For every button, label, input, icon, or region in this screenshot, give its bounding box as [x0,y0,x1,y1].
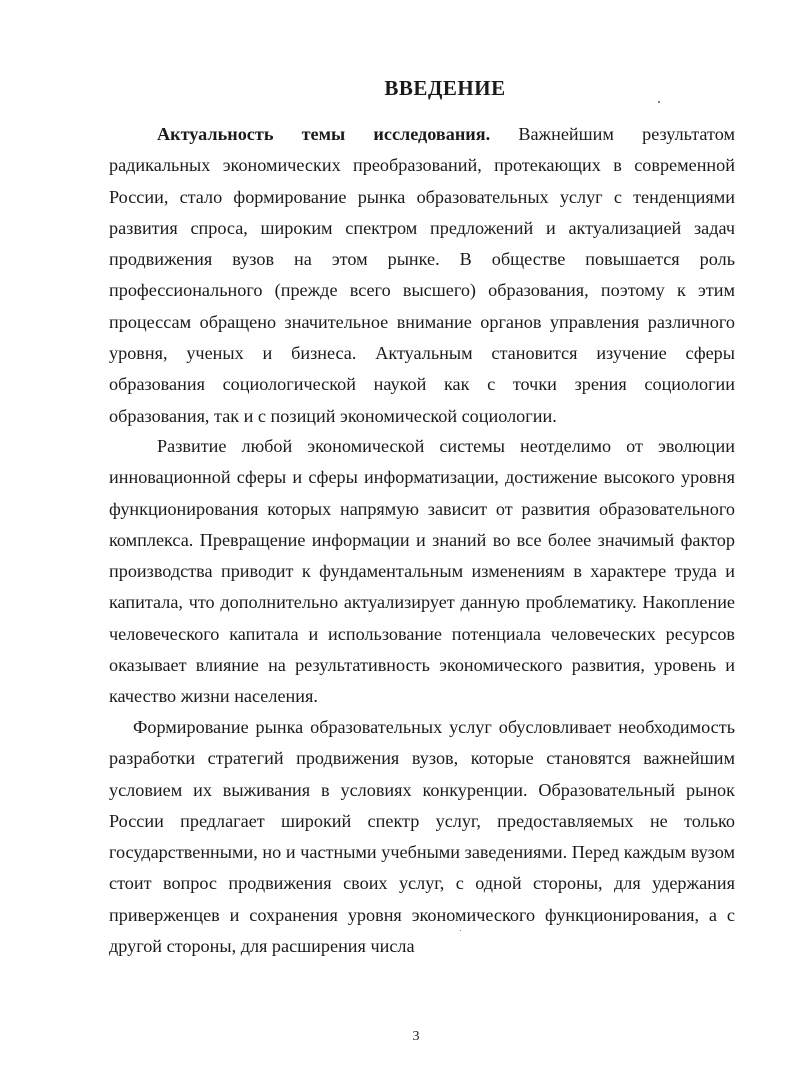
scan-speck [460,930,461,931]
page-number: 3 [412,1029,420,1044]
paragraph-text: Важнейшим результатом радикальных экономических преобразований, протекающих в современной России, стало формирование рынка образовательных услуг с тенденциями развития спроса, широким спектром предложений и актуализацией задач продвижения вузов на этом рынке. В обществе повышается роль профессионального (прежде всего высшего) образования, поэтому к этим процессам обращено значительное внимание органов управления различного уровня, ученых и бизнеса. Актуальным становится изучение сферы образования социологической наукой как с точки зрения социологии образования, так и с позиций экономической социологии. [109,124,735,426]
paragraph-market-formation: Формирование рынка образовательных услуг обусловливает необходимость разработки стратегий продвижения вузов, которые становятся важнейшим условием их выживания в условиях конкуренции. Образовательный рынок России предлагает широкий спектр услуг, предоставляемых не только государственными, но и частными учебными заведениями. Перед каждым вузом стоит вопрос продвижения своих услуг, с одной стороны, для удержания приверженцев и сохранения уровня экономического функционирования, а с другой стороны, для расширения числа [109,717,735,957]
page-title: ВВЕДЕНИЕ [384,76,506,100]
paragraph-relevance [109,119,735,432]
paragraph-economic-system: Развитие любой экономической системы неотделимо от эволюции инновационной сферы и сферы информатизации, достижение высокого уровня функционирования которых напрямую зависит от развития образовательного комплекса. Превращение информации и знаний во все более значимый фактор производства приводит к фундаментальным изменениям в характере труда и капитала, что дополнительно актуализирует данную проблематику. Накопление человеческого капитала и использование потенциала человеческих ресурсов оказывает влияние на результативность экономического развития, уровень и качество жизни населения. [109,436,735,707]
scan-speck [658,101,660,103]
paragraph-lead: Актуальность темы исследования. [157,124,491,144]
